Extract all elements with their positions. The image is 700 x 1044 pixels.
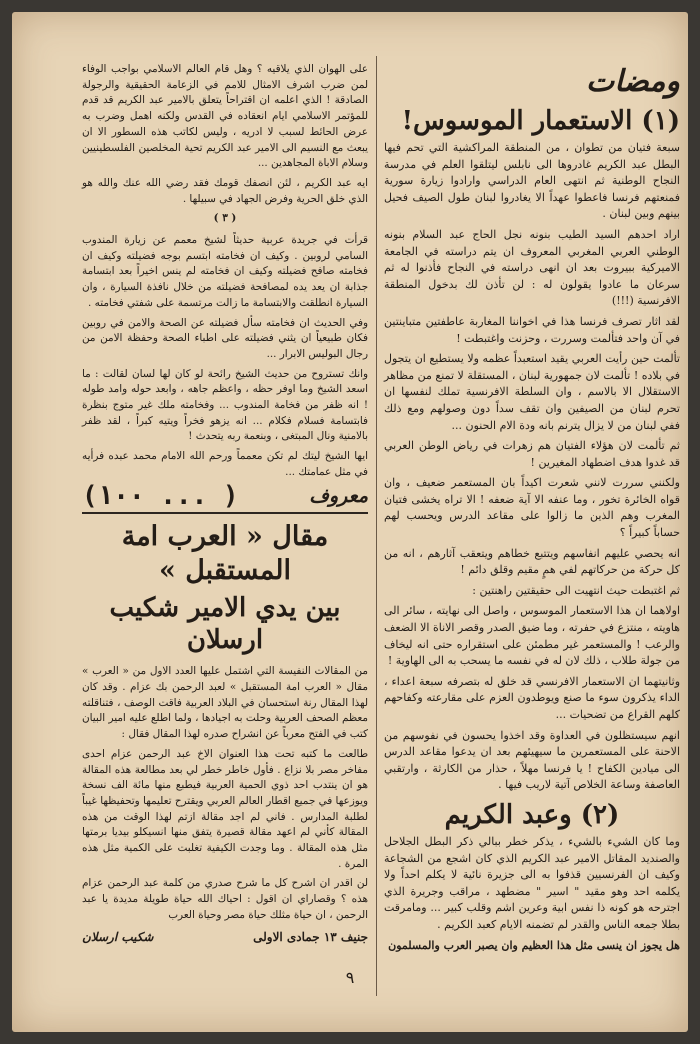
paragraph: طالعت ما كتبه تحت هذا العنوان الاخ عبد الرحمن عزام احدى مفاخر مصر بلا نزاع . فأول خاطر خطر لي بعد مطالعة هذه المقالة هو ان ينتدب احد ذوي الحمية العربية فيطبع منها مائة الف نسخة ويوزعها في جميع اقطار العالم العربي ويقترح تعليمها وتحفيظها غيباً لطلبة المدارس . فاني لم اجد مقالة ازتم لهذا الوقت من هذه المقالة كأني لم اعهد مقالة قصيرة يتفق منها انسيكلو بيديا برمتها مثل هذه المقالة . وما وجدت الكيفية تغلبت على الكمية مثل هذه المرة .: [82, 747, 368, 870]
paragraph: ايه عبد الكريم ، لئن انصفك قومك فقد رضي الله عنك والله هو الذي خلق الحرية وفرض الجهاد في سبيلها .: [82, 176, 368, 205]
paragraph: لقد اثار تصرف فرنسا هذا في اخواننا المغاربة عاطفتين متباينتين في آن واحد فتألمت وسررت ، وحزنت واغتبطت !: [384, 314, 680, 345]
paragraph: اولاهما ان هذا الاستعمار الموسوس ، واصل الى نهايته ، سائر الى هاويته ، منتزع في حفرته ، وما ضيق الصدر وقصر الاناة الا الضعف والرعب ! والمستعمر غير مطمئن على استقراره حتى انه ليخاف من جولة طلاب ، ذلك لان له في نفسه ما يسحب به الى الهاوية !: [384, 604, 680, 668]
section1-body: [384, 140, 680, 794]
paragraph: انهم سيستظلون في العداوة وقد اخذوا يحسون في نفوسهم من الاحنة على المستعمرين ما سيهيئهم بعد ان يدعوا مقاعد الدرس الى ميادين الكفاح ! يا فرنسا مهلاً ، حذار من الكارثة ، وارتقبي العاصفة وساعة الخلاص آتية لاريب فيها .: [384, 728, 680, 792]
article-subtitle: بين يدي الامير شكيب ارسلان: [109, 593, 341, 656]
paragraph: وفي الحديث ان فخامته سأل فضيلته عن الصحة والامن في روبين فكان طبيعياً ان يثني فضيلته على اطباء الصحة وحفظة الامن من رجال البوليس الابرار ...: [82, 316, 368, 360]
paragraph: انه يحصي عليهم انفاسهم ويتتبع خطاهم ويتعقب آثارهم ، انه من كل حركة من حركاتهم لفي همٍ مقيم وقلق دائم !: [384, 546, 680, 577]
paragraph: ثم تألمت لان هؤلاء الفتيان هم زهرات في رياض الوطن العربي قد غدوا هدف اضطهاد المغيرين !: [384, 439, 680, 469]
signature-date: جنيف ١٣ جمادى الاولى: [253, 929, 368, 944]
marker-number: (١٠٠ ... ): [82, 480, 239, 511]
paragraph: اراد احدهم السيد الطيب بنونه نجل الحاج عبد السلام بنونه الوطني العربي المغربي المعروف ان يتم دراسته في الجامعة الاميركية ببيروت بعد ان انهى دراسته في النجاح فأذنوا له ثم سرعان ما عادوا يقولون له : لن تأذن لك بدخول المنطقة الافرنسية (!!!): [384, 227, 680, 308]
paragraph: لن اقدر ان اشرح كل ما شرح صدري من كلمة عبد الرحمن عزام هذه ؟ وقصاراي ان اقول : احياك الله حياة طويلة مديدة يا عبد الرحمن ، ان حياة مثلك حياة مصر وحياة العرب: [82, 877, 368, 921]
section2-title: (٢) وعبد الكريم: [444, 799, 620, 830]
paragraph: وانك تستروح من حديث الشيخ رائحة لو كان لها لسان لقالت : ما اسعد الشيخ وما اوفر حظه ، واعظم جاهه ، وابعد حوله وامد طوله ! انه ظفر من فخامة المندوب ... وفخامته ملك غير متوج بنظرة فابتسامة فسلام فكلام ... انه يزهو فخراً ويتيه كبراً ، لقد ظفر بالامنية ونال المبتغى ، وبنعمة ربه يتحدث !: [82, 367, 368, 443]
paragraph: ثم اغتبطت حيث انتهيت الى حقيقتين راهنتين :: [472, 583, 680, 597]
paragraph: من المقالات النفيسة التي اشتمل عليها العدد الاول من « العرب » مقال « العرب امة المستقبل » لعبد الرحمن بك عزام . وقد كان لهذا المقال رنة استحسان في البلاد العربية فاقت الوصف ، فتناقلته معظم الصحف العربية وحلت به اجيادها ، ولما اطلع عليه امير البيان كتب في الفتح معرباً عن انشراح صدره لهذا المقال فقال :: [82, 665, 368, 741]
article-title: مقال « العرب امة المستقبل »: [121, 521, 329, 587]
paragraph: قرأت في جريدة عربية حديثاً لشيخ معمم عن زيارة المندوب السامي لروبين . وكيف ان فخامته ابتسم بوجه فضيلته وكيف ان فخامته صافح فضيلته وكيف ان فخامته لم ينس اخيراً بعد ابتسامة جذابة ان يعد يده لمصافحة فضيلته من خلال نافذة السيارة ، وان السيارة انطلقت والابتسامة ما زالت مرتسمة على شفتي فخامته .: [82, 234, 368, 309]
paragraph: ايها الشيخ ليتك لم تكن معمماً ورحم الله الامام محمد عبده فرأيه في مثل عمامتك ...: [82, 450, 368, 478]
header-rule: [82, 512, 368, 514]
paragraph: هل يجوز ان ينسى مثل هذا العظيم وان يصبر العرب والمسلمون: [388, 938, 680, 952]
paragraph: ولكنني سررت لانني شعرت اكيداً بان المستعمر ضعيف ، وان قواه الخائرة تخور ، وما عنفه الا آية ضعفه ! الا تراه يخشى فتيان المغرب وهم الذين ما زالوا على مقاعد الدرس ويحسب لهم حساباً كبيراً ؟: [384, 476, 680, 540]
signature-row: [82, 930, 368, 946]
column-divider: [376, 56, 377, 996]
section3-number: ( ٣ ): [213, 212, 237, 225]
page-number: ٩: [345, 968, 355, 987]
section2-body: [384, 834, 680, 954]
section1-title: (١) الاستعمار الموسوس!: [401, 106, 680, 136]
left-column: [82, 62, 368, 945]
paragraph: تألمت حين رأيت العربي يقيد استعبداً عظمه ولا يستطيع ان يتجول في بلاده ! تألمت لان جمهورية لبنان ، المستقلة لا تمنع من مظاهر الاستقلال الا بالاسم ، وان السلطة الافرنسية تملك لنفسها ان تحرم لبنان من الصيفين وان تقف سداً دون وصولهم ومع ذلك ففي لبنان من لا يزال يترنم بانه ودة الام الحنون ...: [384, 352, 680, 432]
column-header: ومضات: [586, 64, 680, 99]
section-marker: [82, 480, 368, 511]
marker-label: معروف: [309, 484, 368, 507]
paragraph: سبعة فتيان من تطوان ، من المنطقة المراكشية التي تحم فيها البطل عبد الكريم غادروها الى نابلس ليتلقوا العلم في مدرسة النجاح الوطنية ثم انتهى العام الدراسي وارادوا زيارة سورية فمنعتهم فرنسا فاعطوا عهداً الا يغادروا لبنان طول الصيف فحيل بينهم وبين لبنان .: [384, 141, 680, 221]
magazine-page: [12, 12, 688, 1032]
paragraph: وما كان الشيء بالشيء ، يذكر خطر ببالي ذكر البطل الجلاحل والصنديد المقاتل الامير عبد الكريم الذي كان اشجع من الشجاعة وكيف ان الفرنسيين قذفوا به الى جزيرة نائية لا يكلم احداً ولا يكلمه احد وهو مقيد " اسير " مضطهد ، مراقب وجريرة الذي اجترحه هو كونه ذا نفس ابية وعرين اشم وقلب كبير ... ومامرقت بطلا جمعه الناس والقدر لم تضمنه الايام كعبد الكريم .: [384, 834, 680, 931]
signature-name: شكيب ارسلان: [82, 929, 154, 944]
right-column: [384, 64, 680, 958]
paragraph: على الهوان الذي يلاقيه ؟ وهل قام العالم الاسلامي بواجب الوفاء لمن ضرب اشرف الامثال للامم في الزعامة الحقيقية والرجولة الصادقة ! الذي اعلمه ان اقتراحاً يتعلق بالامير عبد الكريم قد قدم للمؤتمر الاسلامي ايام انعقاده في القدس ولكنه اهمل وضرب به عرض الحائط لسبب لا ادريه ، وليس لكاتب هذه السطور الا ان يبعث مع النسيم الى الامير عبد الكريم تحية المخلصين الفلسطينيين وسلام الاباة المجاهدين ...: [82, 63, 368, 170]
paragraph: وثانيتهما ان الاستعمار الافرنسي قد خلق له بتصرفه سبعة اعداء ، الداء يذكرون سوء ما صنع ويوطدون العزم على مقارعته وكفاحهم كلهم القراع من تضحيات ...: [384, 674, 680, 721]
